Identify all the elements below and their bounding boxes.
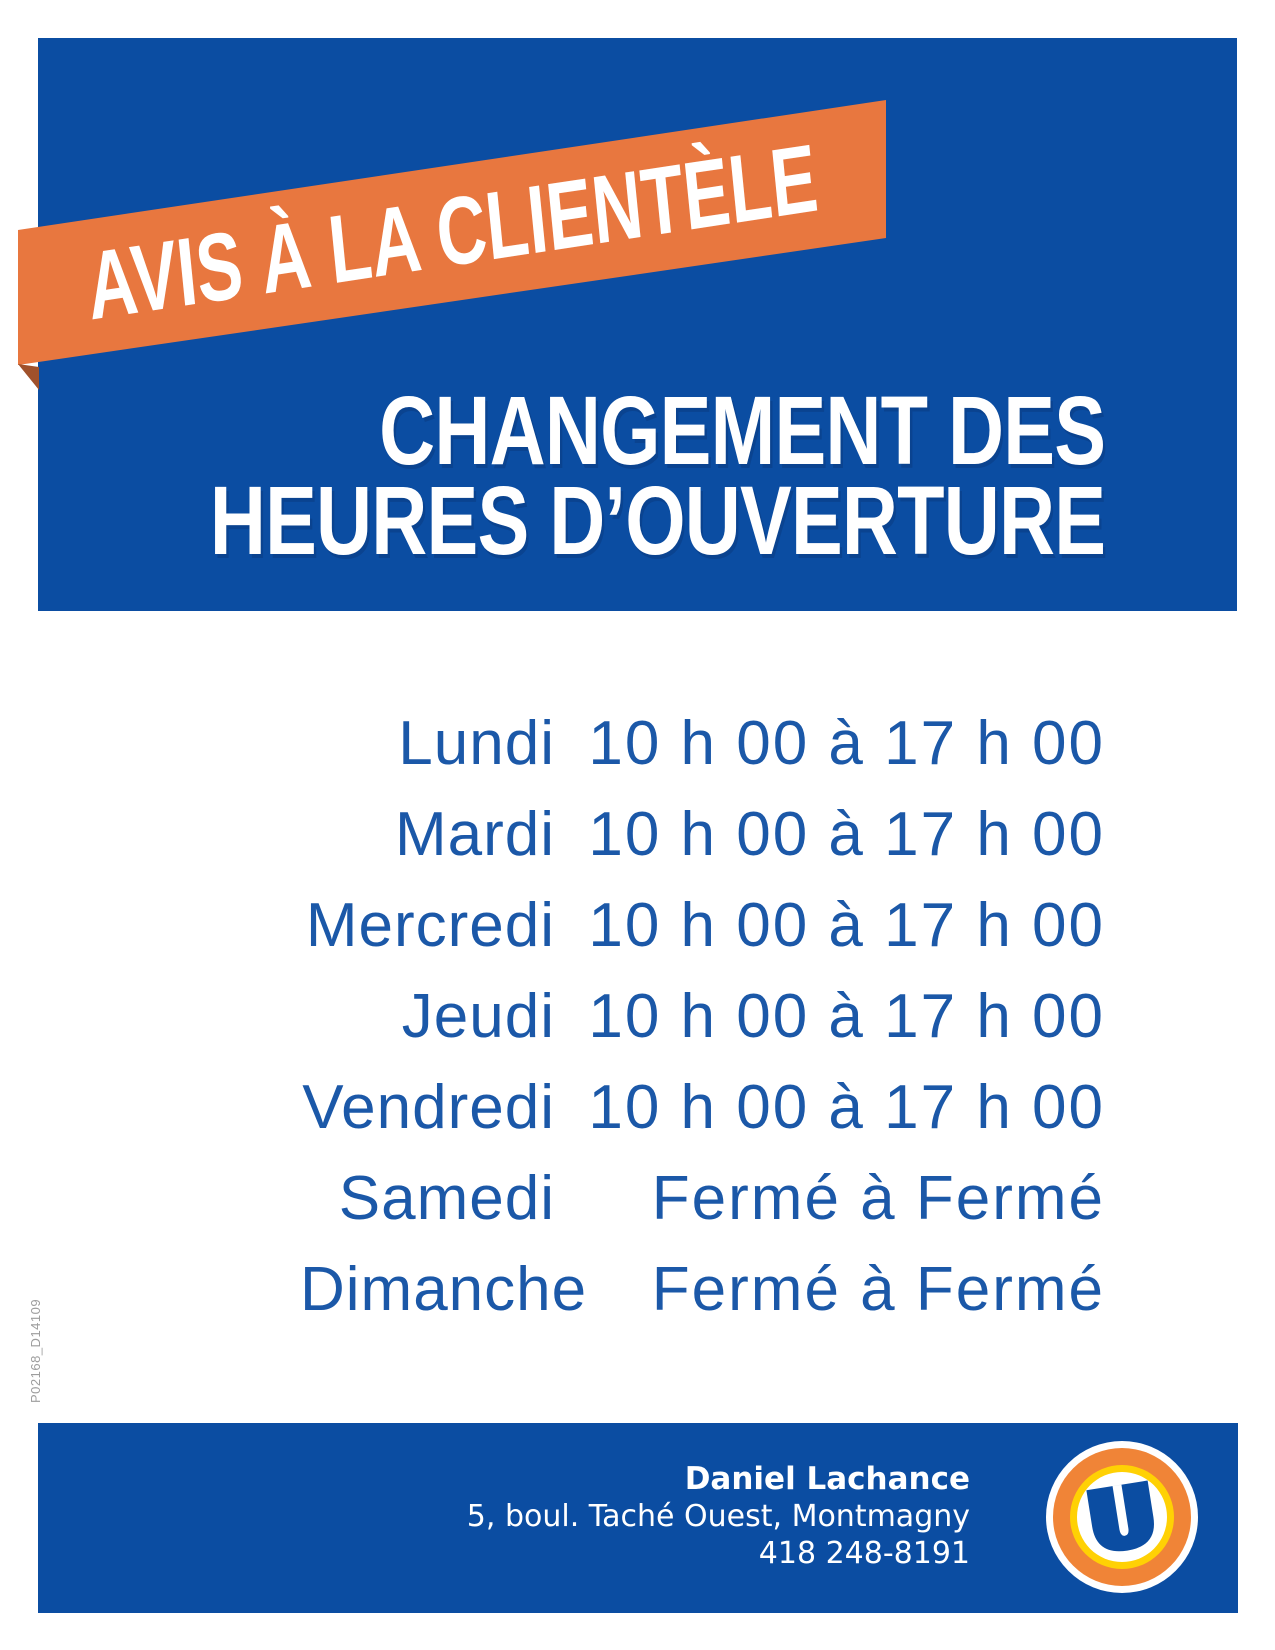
hours-value: Fermé à Fermé bbox=[651, 1164, 1105, 1233]
day-label: Jeudi bbox=[401, 982, 555, 1051]
schedule-row bbox=[300, 1244, 1105, 1335]
page-title bbox=[209, 376, 1105, 575]
schedule-row bbox=[300, 880, 1105, 971]
ribbon-fold-triangle bbox=[18, 364, 39, 390]
hours-value: 10 h 00 à 17 h 00 bbox=[588, 800, 1105, 869]
hours-value: 10 h 00 à 17 h 00 bbox=[588, 891, 1105, 960]
page-title-line1: CHANGEMENT DES bbox=[378, 376, 1105, 485]
hours-value: 10 h 00 à 17 h 00 bbox=[588, 982, 1105, 1051]
schedule-row bbox=[300, 1153, 1105, 1244]
schedule-row bbox=[300, 698, 1105, 789]
ribbon-label: AVIS À LA CLIENTÈLE bbox=[82, 123, 822, 341]
store-address: 5, boul. Taché Ouest, Montmagny bbox=[466, 1499, 970, 1534]
hours-value: Fermé à Fermé bbox=[651, 1255, 1105, 1324]
day-label: Mardi bbox=[394, 800, 555, 869]
hours-value: 10 h 00 à 17 h 00 bbox=[588, 1073, 1105, 1142]
schedule-row bbox=[300, 789, 1105, 880]
uniprix-logo bbox=[1042, 1437, 1202, 1597]
print-code: P02168_D14109 bbox=[28, 1298, 43, 1403]
hours-value: 10 h 00 à 17 h 00 bbox=[588, 709, 1105, 778]
day-label: Mercredi bbox=[305, 891, 555, 960]
schedule-row bbox=[300, 1062, 1105, 1153]
owner-name: Daniel Lachance bbox=[684, 1461, 970, 1497]
day-label: Lundi bbox=[398, 709, 555, 778]
day-label: Samedi bbox=[338, 1164, 555, 1233]
opening-hours-schedule bbox=[300, 698, 1105, 1335]
day-label: Vendredi bbox=[302, 1073, 555, 1142]
contact-block bbox=[467, 1461, 970, 1572]
store-phone: 418 248-8191 bbox=[758, 1536, 970, 1571]
page-title-line2: HEURES D’OUVERTURE bbox=[209, 466, 1105, 575]
schedule-row bbox=[300, 971, 1105, 1062]
day-label: Dimanche bbox=[300, 1255, 588, 1324]
